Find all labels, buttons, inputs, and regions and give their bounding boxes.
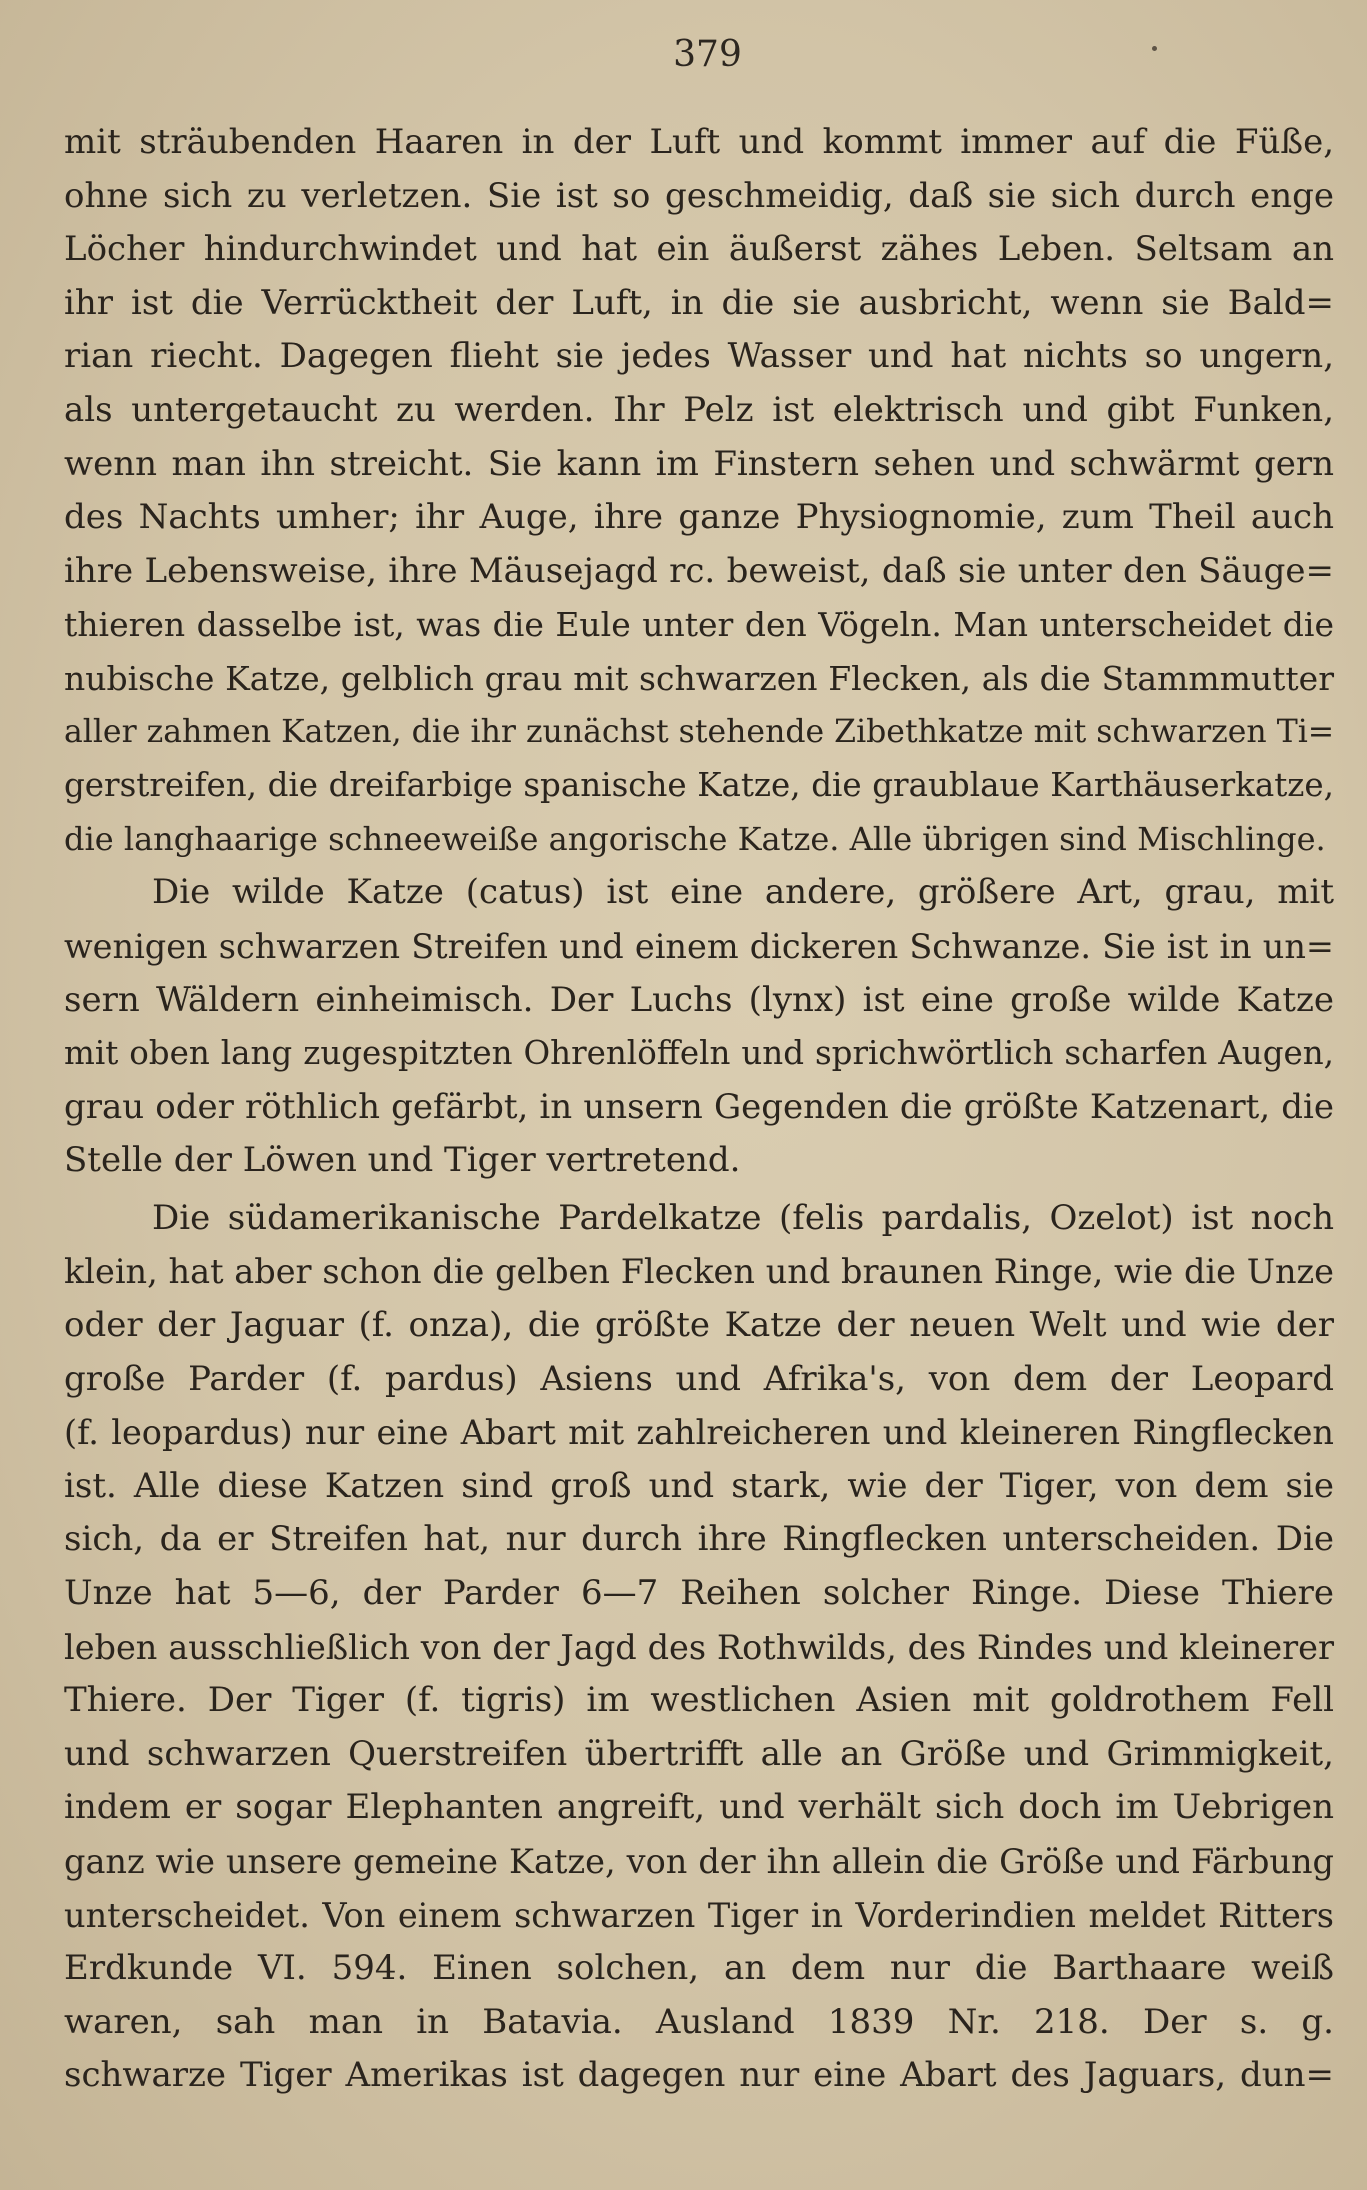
text-line: ihr ist die Verrücktheit der Luft, in die sie ausbricht, wenn sie Bald= [64, 282, 1334, 323]
text-line: ist. Alle diese Katzen sind groß und stark, wie der Tiger, von dem sie [64, 1465, 1334, 1506]
text-line: Erdkunde VI. 594. Einen solchen, an dem nur die Barthaare weiß [64, 1948, 1334, 1989]
paragraph-end-line: die langhaarige schneeweiße angorische Katze. Alle übrigen sind Mischlinge. [64, 819, 1326, 858]
text-line: schwarze Tiger Amerikas ist dagegen nur eine Abart des Jaguars, dun= [64, 2055, 1334, 2096]
text-line: des Nachts umher; ihr Auge, ihre ganze Physiognomie, zum Theil auch [64, 497, 1334, 538]
text-line: klein, hat aber schon die gelben Flecken und braunen Ringe, wie die Unze [64, 1252, 1334, 1292]
paragraph-start-line: Die südamerikanische Pardelkatze (felis pardalis, Ozelot) ist noch [152, 1197, 1334, 1238]
text-line: nubische Katze, gelblich grau mit schwarzen Flecken, als die Stammmutter [64, 658, 1334, 698]
paragraph-end-line: Stelle der Löwen und Tiger vertretend. [64, 1140, 741, 1181]
paragraph-start-line: Die wilde Katze (catus) ist eine andere, größere Art, grau, mit [152, 872, 1334, 913]
text-line: grau oder röthlich gefärbt, in unsern Gegenden die größte Katzenart, die [64, 1086, 1334, 1127]
text-line: mit oben lang zugespitzten Ohrenlöffeln und sprichwörtlich scharfen Augen, [64, 1034, 1334, 1073]
text-line: Thiere. Der Tiger (f. tigris) im westlichen Asien mit goldrothem Fell [64, 1680, 1334, 1721]
text-line: Löcher hindurchwindet und hat ein äußerst zähes Leben. Seltsam an [64, 229, 1334, 270]
text-line: ganz wie unsere gemeine Katze, von der ihn allein die Größe und Färbung [64, 1842, 1334, 1881]
text-line: Unze hat 5—6, der Parder 6—7 Reihen solcher Ringe. Diese Thiere [64, 1573, 1334, 1614]
text-line: große Parder (f. pardus) Asiens und Afrika's, von dem der Leopard [64, 1358, 1334, 1399]
text-line: mit sträubenden Haaren in der Luft und kommt immer auf die Füße, [64, 122, 1334, 162]
text-line: leben ausschließlich von der Jagd des Rothwilds, des Rindes und kleinerer [64, 1627, 1334, 1667]
text-line: als untergetaucht zu werden. Ihr Pelz ist elektrisch und gibt Funken, [64, 389, 1334, 430]
text-line: unterscheidet. Von einem schwarzen Tiger in Vorderindien meldet Ritters [64, 1895, 1334, 1935]
text-line: (f. leopardus) nur eine Abart mit zahlreicheren und kleineren Ringflecken [64, 1413, 1334, 1453]
text-line: ihre Lebensweise, ihre Mäusejagd rc. beweist, daß sie unter den Säuge= [64, 550, 1334, 591]
text-line: sich, da er Streifen hat, nur durch ihre Ringflecken unterscheiden. Die [64, 1519, 1334, 1560]
text-line: ohne sich zu verletzen. Sie ist so geschmeidig, daß sie sich durch enge [64, 175, 1334, 216]
text-line: wenigen schwarzen Streifen und einem dickeren Schwanze. Sie ist in un= [64, 926, 1334, 966]
text-line: rian riecht. Dagegen flieht sie jedes Wasser und hat nichts so ungern, [64, 336, 1334, 377]
body-text [64, 116, 1334, 2103]
text-line: thieren dasselbe ist, was die Eule unter den Vögeln. Man unterscheidet die [64, 605, 1334, 645]
page-number: 379 [673, 34, 742, 75]
text-line: sern Wäldern einheimisch. Der Luchs (lynx) ist eine große wilde Katze [64, 979, 1334, 1020]
text-line: und schwarzen Querstreifen übertrifft alle an Größe und Grimmigkeit, [64, 1733, 1334, 1774]
text-line: gerstreifen, die dreifarbige spanische Katze, die graublaue Karthäuserkatze, [64, 766, 1334, 805]
text-line: wenn man ihn streicht. Sie kann im Finstern sehen und schwärmt gern [64, 443, 1334, 484]
text-line: waren, sah man in Batavia. Ausland 1839 Nr. 218. Der s. g. [64, 2001, 1334, 2042]
text-line: aller zahmen Katzen, die ihr zunächst stehende Zibethkatze mit schwarzen Ti= [64, 713, 1335, 750]
text-line: oder der Jaguar (f. onza), die größte Katze der neuen Welt und wie der [64, 1305, 1334, 1346]
text-line: indem er sogar Elephanten angreift, und verhält sich doch im Uebrigen [64, 1787, 1334, 1828]
ink-speck [1152, 46, 1157, 51]
